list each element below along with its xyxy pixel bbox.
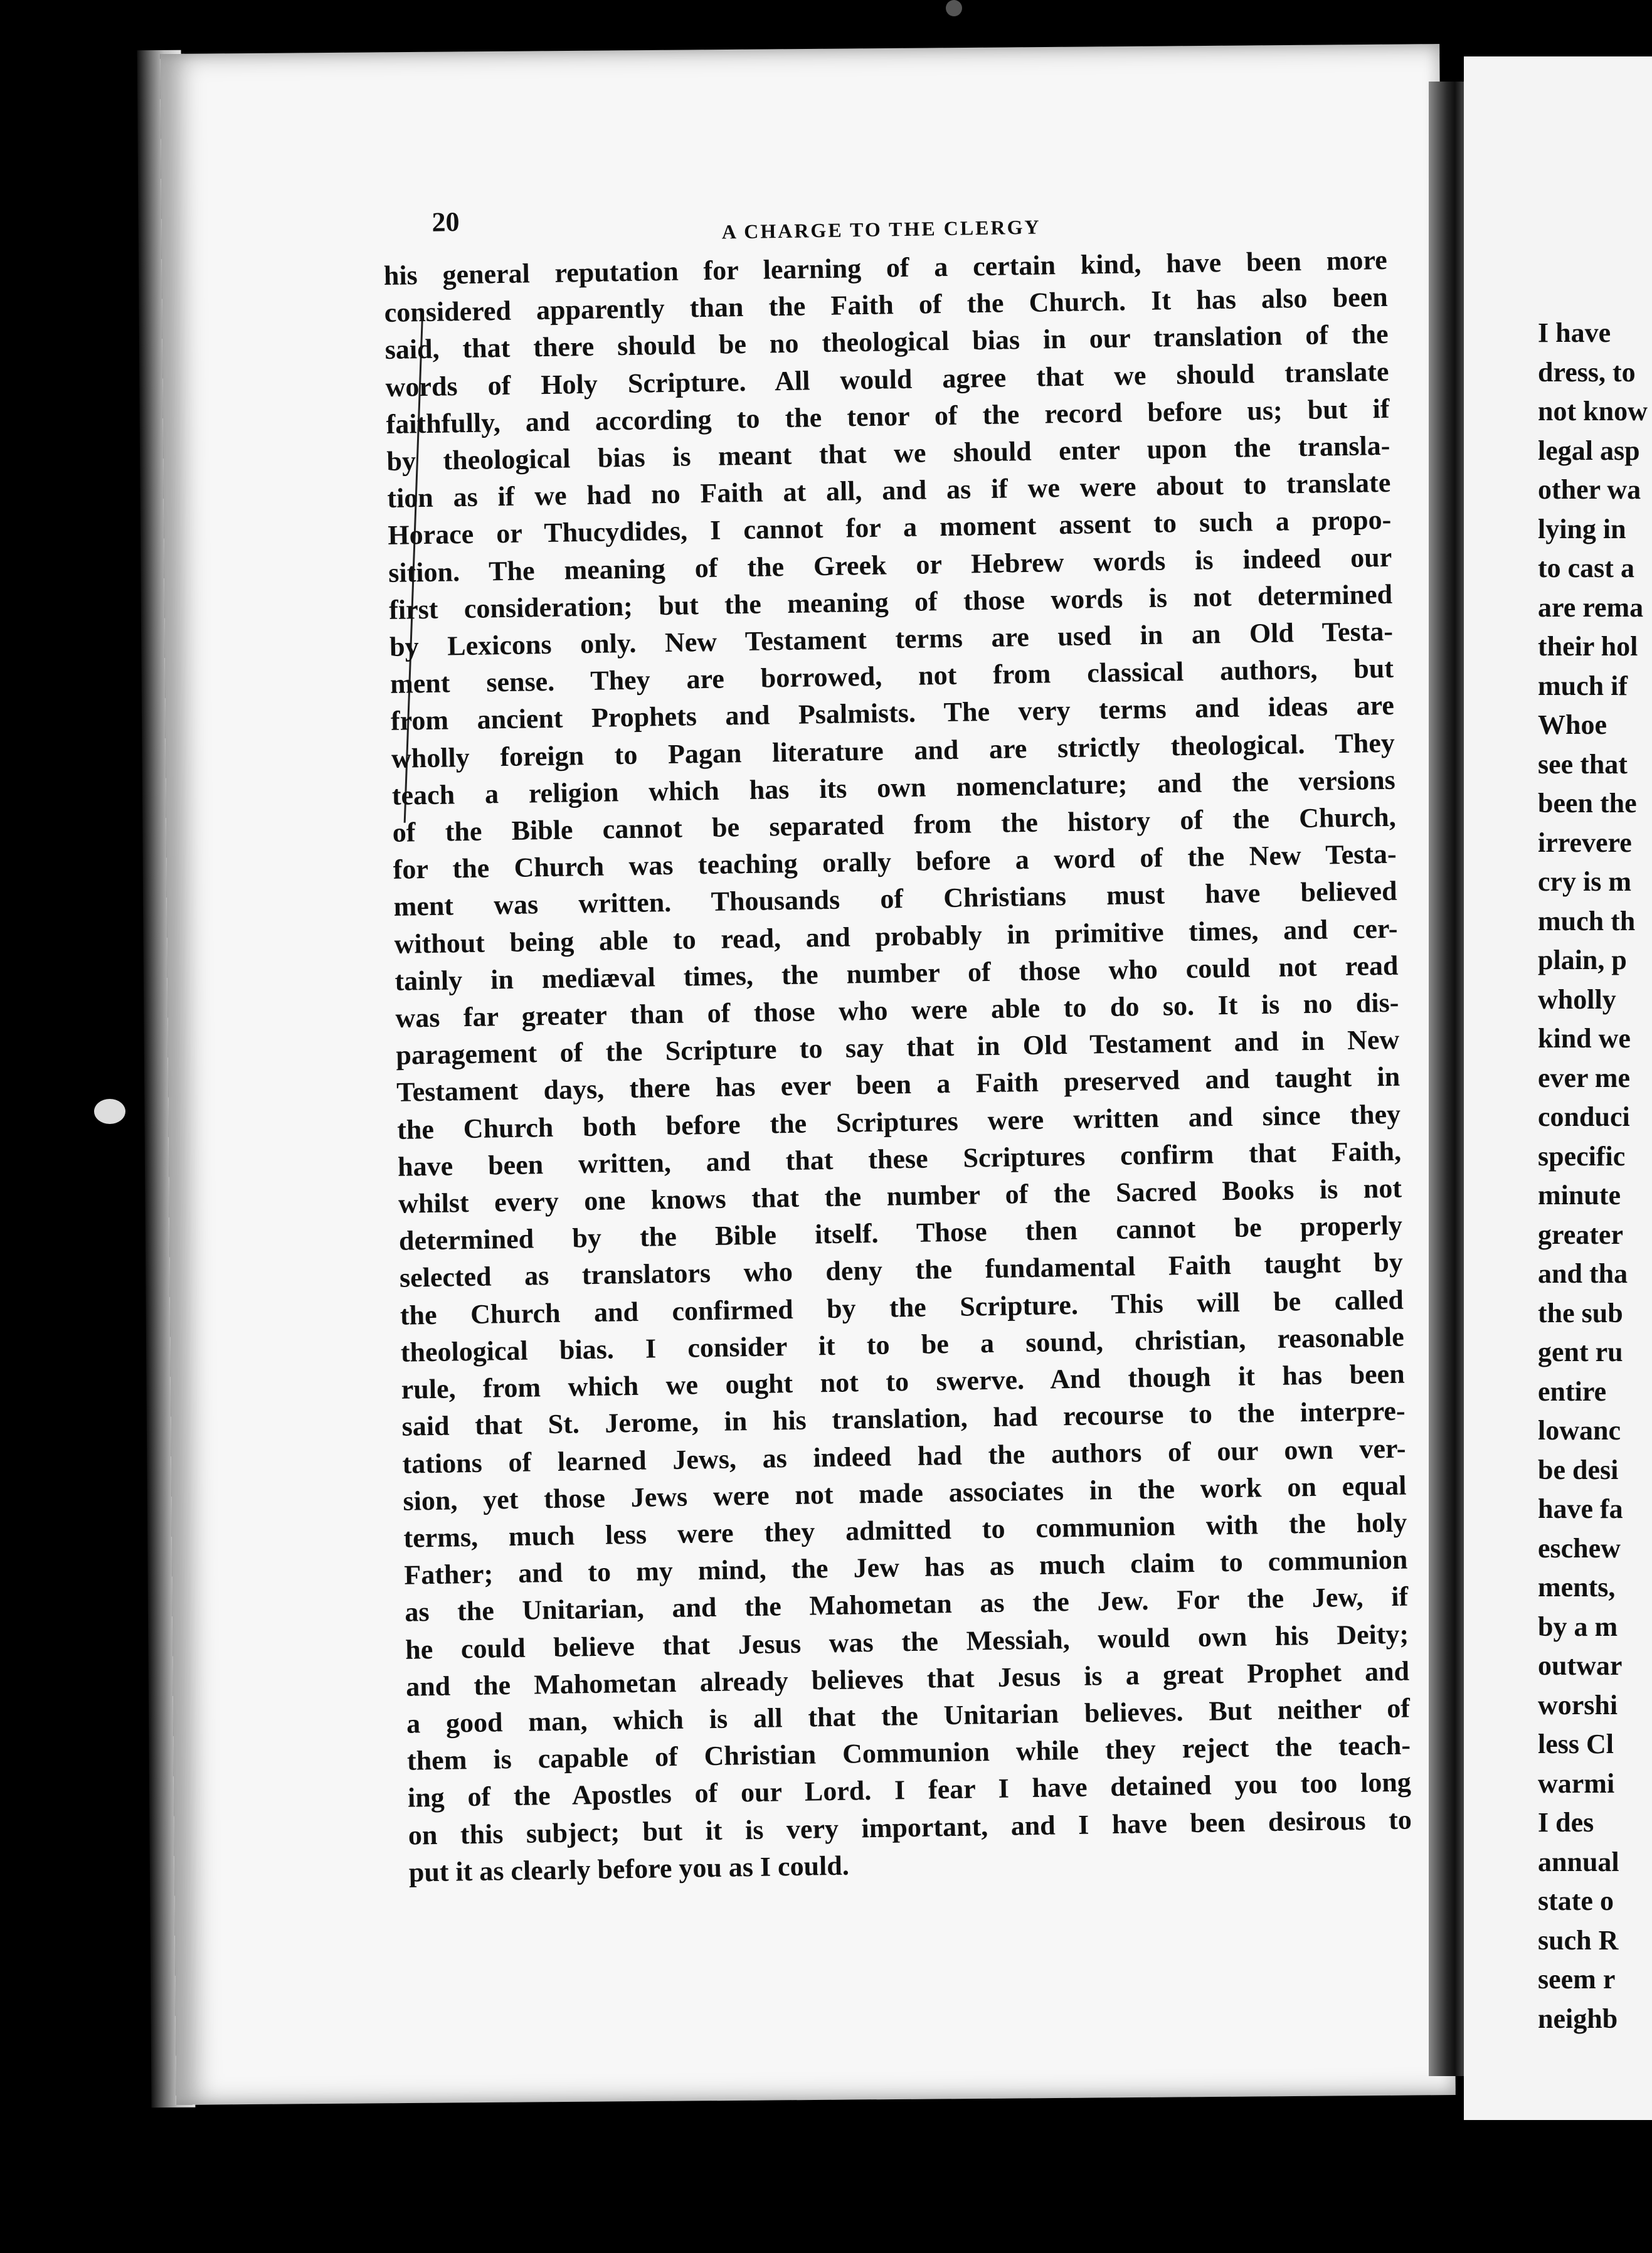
text-line: as the Unitarian, and the Mahometan as the Jew. For the Jew, if [404, 1581, 1409, 1628]
running-head: A CHARGE TO THE CLERGY [721, 215, 1041, 243]
text-line: his general reputation for learning of a certain kind, have been more [383, 244, 1388, 291]
fragment-line: be desi [1538, 1454, 1619, 1485]
fragment-line: greater [1538, 1219, 1623, 1250]
text-line: faithfully, and according to the tenor of the record before us; but if [386, 393, 1390, 440]
left-page-content [383, 185, 1413, 1932]
fragment-line: plain, p [1538, 945, 1627, 975]
text-line: terms, much less were they admitted to communion with the holy [403, 1507, 1407, 1554]
text-line: said, that there should be no theological bias in our translation of the [384, 319, 1389, 366]
text-line: rule, from which we ought not to swerve. And though it has been [401, 1358, 1405, 1405]
fragment-line: entire [1538, 1376, 1607, 1407]
text-line: of the Bible cannot be separated from the history of the Church, [392, 801, 1397, 848]
fragment-line: kind we [1538, 1023, 1631, 1054]
text-line: the Church and confirmed by the Scripture. This will be called [400, 1284, 1404, 1331]
fragment-line: much th [1538, 905, 1636, 936]
fragment-line: cry is m [1538, 866, 1632, 897]
fragment-line: warmi [1538, 1768, 1615, 1799]
fragment-line: other wa [1538, 474, 1641, 505]
text-line: paragement of the Scripture to say that in Old Testament and in New [396, 1024, 1400, 1071]
fragment-line: legal asp [1538, 435, 1640, 466]
fragment-line: specific [1538, 1140, 1626, 1172]
fragment-line: by a m [1538, 1611, 1618, 1642]
fragment-line: lowanc [1538, 1415, 1621, 1446]
fragment-line: seem r [1538, 1964, 1616, 1995]
body-text [383, 241, 1412, 1891]
fragment-line: ever me [1538, 1062, 1630, 1093]
text-line: from ancient Prophets and Psalmists. The very terms and ideas are [390, 690, 1395, 737]
fragment-line: conduci [1538, 1101, 1630, 1132]
text-line: Testament days, there has ever been a Faith preserved and taught in [396, 1061, 1400, 1108]
text-line: and the Mahometan already believes that Jesus is a great Prophet and [405, 1655, 1410, 1702]
fragment-line: much if [1538, 670, 1628, 701]
text-line: by theological bias is meant that we should enter upon the transla- [386, 430, 1390, 477]
fragment-line: state o [1538, 1885, 1614, 1916]
fragment-line: ments, [1538, 1572, 1616, 1603]
text-line: tion as if we had no Faith at all, and as if we were about to translate [387, 467, 1391, 514]
text-line: ment sense. They are borrowed, not from classical authors, but [389, 653, 1394, 700]
text-line: words of Holy Scripture. All would agree that we should translate [385, 356, 1389, 403]
text-line: Father; and to my mind, the Jew has as much claim to communion [404, 1544, 1408, 1591]
fragment-line: and tha [1538, 1258, 1628, 1289]
text-line: tainly in mediæval times, the number of those who could not read [394, 950, 1399, 997]
text-line: selected as translators who deny the fundamental Faith taught by [399, 1247, 1404, 1294]
fragment-line: I have [1538, 317, 1611, 348]
page-number: 20 [432, 206, 460, 238]
fragment-line: not know [1538, 396, 1648, 427]
fragment-line: Whoe [1538, 709, 1607, 740]
fragment-line: see that [1538, 748, 1628, 780]
fragment-line: such R [1538, 1924, 1619, 1956]
text-line: whilst every one knows that the number of the Sacred Books is not [398, 1172, 1402, 1219]
fragment-line: have fa [1538, 1493, 1623, 1524]
text-line: sion, yet those Jews were not made associates in the work on equal [403, 1470, 1407, 1517]
text-line: considered apparently than the Faith of the Church. It has also been [384, 282, 1388, 329]
fragment-line: less Cl [1538, 1729, 1614, 1759]
fragment-line: worshi [1538, 1689, 1618, 1720]
fragment-line: are rema [1538, 591, 1644, 623]
fragment-line: minute [1538, 1180, 1621, 1211]
text-line: sition. The meaning of the Greek or Hebrew words is indeed our [388, 541, 1392, 588]
text-line: put it as clearly before you as I could. [408, 1850, 850, 1888]
fragment-line: irrevere [1538, 827, 1632, 858]
fragment-line: gent ru [1538, 1337, 1623, 1367]
text-line: wholly foreign to Pagan literature and are strictly theological. They [391, 727, 1395, 774]
text-line: the Church both before the Scriptures were written and since they [396, 1098, 1401, 1145]
text-line: said that St. Jerome, in his translation, had recourse to the interpre- [401, 1395, 1406, 1443]
book-gutter [1429, 82, 1469, 2076]
fragment-line: annual [1538, 1846, 1619, 1877]
right-page-text-fragment [1538, 314, 1648, 2034]
text-line: he could believe that Jesus was the Messiah, would own his Deity; [405, 1618, 1409, 1665]
text-line: theological bias. I consider it to be a sound, christian, reasonable [400, 1321, 1405, 1368]
fragment-line: been the [1538, 788, 1637, 819]
text-line: have been written, and that these Scriptures confirm that Faith, [397, 1135, 1402, 1182]
text-line: without being able to read, and probably in primitive times, and cer- [394, 913, 1398, 960]
text-line: by Lexicons only. New Testament terms are used in an Old Testa- [389, 615, 1394, 662]
text-line: on this subject; but it is very important, and I have been desirous to [408, 1804, 1412, 1851]
fragment-line: I des [1538, 1807, 1594, 1838]
text-line: a good man, which is all that the Unitarian believes. But neither of [406, 1692, 1411, 1739]
text-line: ment was written. Thousands of Christians must have believed [393, 876, 1397, 923]
fragment-line: their hol [1538, 631, 1638, 662]
text-line: determined by the Bible itself. Those then cannot be properly [398, 1209, 1403, 1257]
text-line: first consideration; but the meaning of those words is not determined [388, 578, 1393, 625]
text-line: for the Church was teaching orally before a word of the New Testa- [393, 838, 1397, 886]
fragment-line: neighb [1538, 2003, 1618, 2034]
fragment-line: wholly [1538, 983, 1616, 1015]
text-line: was far greater than of those who were able to do so. It is no dis- [395, 987, 1399, 1034]
text-line: them is capable of Christian Communion while they reject the teach- [406, 1729, 1411, 1776]
fragment-line: lying in [1538, 513, 1626, 544]
text-line: Horace or Thucydides, I cannot for a moment assent to such a propo- [388, 504, 1392, 551]
text-line: tations of learned Jews, as indeed had the authors of our own ver- [402, 1433, 1406, 1480]
fragment-line: outwar [1538, 1650, 1623, 1681]
fragment-line: the sub [1538, 1297, 1623, 1328]
dust-speck [946, 0, 962, 16]
fragment-line: to cast a [1538, 553, 1634, 583]
fragment-line: eschew [1538, 1532, 1621, 1564]
text-line: ing of the Apostles of our Lord. I fear I have detained you too long [407, 1766, 1412, 1814]
text-line: teach a religion which has its own nomenclature; and the versions [391, 764, 1396, 811]
fragment-line: dress, to [1538, 356, 1636, 388]
dust-speck [94, 1099, 125, 1124]
